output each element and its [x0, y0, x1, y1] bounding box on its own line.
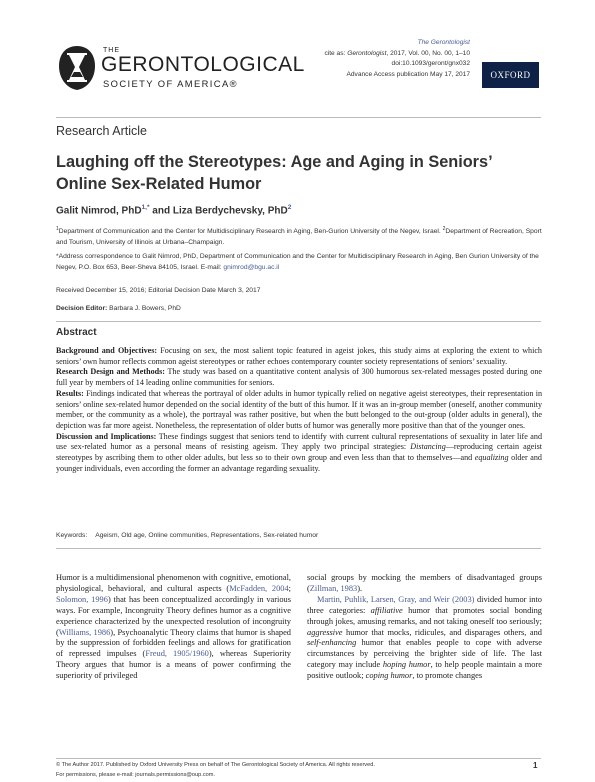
hourglass-logo-icon	[56, 44, 98, 92]
cite-prefix: cite as:	[324, 49, 348, 57]
gerontological-society-logo[interactable]	[56, 44, 306, 99]
body-text: humor that mocks, ridicules, and disparages others, and	[342, 627, 542, 637]
body-text: divided humor into three categories:	[307, 594, 542, 615]
abstract-disc-text: older and younger individuals, even according the former an advantage regarding sexuality.	[56, 453, 542, 473]
keywords-label: Keywords:	[56, 532, 88, 539]
body-text: ;	[288, 583, 291, 593]
received-dates: Received December 15, 2016; Editorial Decision Date March 3, 2017	[56, 287, 261, 294]
body-text: ), whereas Superiority Theory argues that humor is a means of power confirming the superiority of privileged	[56, 649, 291, 681]
citation-link[interactable]: McFadden, 2004	[229, 583, 289, 593]
body-column-right	[307, 573, 542, 682]
keywords	[56, 532, 542, 539]
author-1[interactable]: Galit Nimrod, PhD	[56, 205, 142, 217]
body-text: Humor is a multidimensional phenomenon with cognitive, emotional, physiological, behavioral, and cultural aspects (	[56, 573, 291, 593]
body-paragraph	[56, 573, 291, 682]
abstract-rd-text: The study was based on a quantitative content analysis of 300 humorous sex-related messages posted during one full year by members of 14 leading online communities for seniors.	[56, 367, 543, 388]
body-text: social groups by mocking the members of disadvantaged groups (	[307, 573, 542, 593]
page-number: 1	[533, 761, 538, 770]
body-text: , to help people maintain a more positive outlook;	[307, 660, 542, 681]
author-2-sup[interactable]: 2	[287, 204, 292, 211]
abstract-body	[56, 346, 542, 474]
body-text: ) that has been conceptualized accordingly in various ways. For example, Incongruity Theory defines humor as a cognitive experience characterized by the unexpected resolution of incongruity (	[56, 594, 292, 637]
citation-link[interactable]: Martin, Puhlik, Larsen, Gray, and Weir (2003)	[317, 594, 475, 604]
advance-access-line: Advance Access publication May 17, 2017	[346, 70, 470, 78]
cite-volume: , 2017, Vol. 00, No. 00, 1–10	[386, 49, 470, 57]
body-italic: affiliative	[370, 605, 403, 615]
correspondence-text: *Address correspondence to Galit Nimrod, PhD, Department of Communication and the Center for Multidisciplinary Research in Aging, Ben Gurion University of the Negev, P.O. Box 653, Beer-Sheva 84105, Israel. E-mail:	[56, 253, 539, 271]
body-text: ), Psychoanalytic Theory claims that humor is shaped by the suppression of forbidden feelings and allows for gratification of repressed impulses (	[56, 627, 291, 659]
body-paragraph	[307, 595, 542, 682]
abstract-background	[56, 346, 542, 367]
author-2[interactable]: Liza Berdychevsky, PhD	[172, 205, 288, 217]
abstract-bg-text: Focusing on sex, the most salient topic featured in ageist jokes, this study aims at exploring the extent to which seniors’ own humor reflects common ageist stereotypes or rather echoes contemporary counter society representations of seniors’ sexuality.	[56, 346, 542, 366]
abstract-res-label: Results:	[56, 388, 84, 398]
permissions-line: For permissions, please e-mail: journals.permissions@oup.com.	[56, 771, 215, 778]
abstract-disc-label: Discussion and Implications:	[56, 431, 157, 441]
abstract-design	[56, 367, 542, 388]
abstract-divider	[56, 321, 541, 322]
citation-link[interactable]: Freud, 1905/1960	[145, 649, 209, 659]
author-line	[56, 204, 291, 216]
author-and: and	[149, 205, 173, 217]
article-type: Research Article	[56, 124, 148, 138]
citation-link[interactable]: Williams, 1986	[58, 627, 111, 637]
cite-as-line	[270, 49, 470, 60]
editor-name: Barbara J. Bowers, PhD	[107, 305, 181, 312]
abstract-results	[56, 389, 542, 432]
body-paragraph	[307, 573, 542, 595]
abstract-bg-label: Background and Objectives:	[56, 346, 158, 355]
abstract-rd-label: Research Design and Methods:	[56, 367, 165, 377]
body-italic: hoping humor	[382, 660, 431, 670]
citation-link[interactable]: Zillman, 1983	[309, 583, 358, 593]
editor-label: Decision Editor:	[56, 305, 108, 312]
article-title: Laughing off the Stereotypes: Age and Aging in Seniors’ Online Sex-Related Humor	[56, 153, 492, 193]
author-1-sup[interactable]: 1,*	[141, 204, 150, 211]
affiliations	[56, 224, 542, 248]
journal-name[interactable]: The Gerontologist	[417, 39, 470, 46]
abstract-disc-text: —reproducing certain ageist stereotypes by ascribing them to other older adults, but less so to their own group and even less than that to themselves—and	[56, 442, 542, 463]
citation-link[interactable]: Solomon, 1996	[56, 594, 108, 604]
cite-journal: Gerontologist	[347, 49, 387, 57]
body-text: humor that promotes social bonding through jokes, amusing remarks, and not taking oneself too seriously;	[307, 605, 542, 626]
abstract-heading: Abstract	[56, 327, 97, 338]
body-column-left	[56, 573, 291, 682]
affil-1: Department of Communication and the Center for Multidisciplinary Research in Aging, Ben-Gurion University of the Negev, Israel.	[58, 228, 443, 236]
affil-sup-1: 1	[56, 226, 59, 232]
copyright-footer	[56, 761, 526, 780]
body-text: , to promote changes	[412, 671, 483, 681]
header-divider	[56, 117, 541, 118]
body-italic: self-enhancing	[307, 638, 357, 648]
email-link[interactable]: gnimrod@bgu.ac.il	[223, 263, 280, 271]
doi-link[interactable]: doi:10.1093/geront/gnx032	[391, 60, 470, 67]
abstract-res-text: Findings indicated that whereas the portrayal of older adults in humor typically relied on negative ageist stereotypes, their representation in seniors’ online sex-related humor depended on the social identity of the butt of this humor. If it was an in-group member (oneself, another community member, or the community as a whole), the portrayal was rather positive, but when the butt belonged to the out-group (older adults in general), the depiction was far more ageist. Nonetheless, the representation of older butts of humor was generally more positive than that of the younger ones.	[56, 388, 542, 430]
keywords-list: Ageism, Old age, Online communities, Representations, Sex-related humor	[95, 532, 319, 539]
abstract-disc-italic: Distancing	[410, 442, 446, 452]
body-italic: coping humor	[365, 671, 413, 681]
body-text: humor that enables people to cope with adverse circumstances by perceiving the brighter side of life. The last category may include	[307, 638, 542, 670]
citation-block	[270, 38, 470, 80]
logo-main-text: GERONTOLOGICAL	[101, 53, 305, 76]
body-italic: aggressive	[307, 627, 343, 637]
affil-sup-2: 2	[442, 226, 446, 232]
copyright-line: © The Author 2017. Published by Oxford University Press on behalf of The Gerontological Society of America. All rights reserved.	[56, 762, 375, 768]
correspondence	[56, 252, 542, 273]
abstract-discussion	[56, 432, 542, 475]
logo-the-text: THE	[103, 47, 120, 54]
abstract-disc-text: These findings suggest that seniors tend to identify with current cultural representations of sexuality in later life and use sex-related humor as a personal means of resisting ageism. They apply two principal strategies:	[56, 431, 542, 452]
logo-sub-text: SOCIETY OF AMERICA®	[103, 78, 238, 89]
footer-divider	[56, 758, 541, 759]
body-divider	[56, 548, 541, 549]
decision-editor	[56, 304, 542, 315]
abstract-disc-italic: equalizing	[474, 453, 509, 463]
oxford-logo[interactable]: OXFORD	[482, 62, 539, 88]
body-text: ).	[357, 583, 363, 593]
affil-2: Department of Recreation, Sport and Tourism, University of Illinois at Urbana–Champaign.	[56, 228, 542, 246]
